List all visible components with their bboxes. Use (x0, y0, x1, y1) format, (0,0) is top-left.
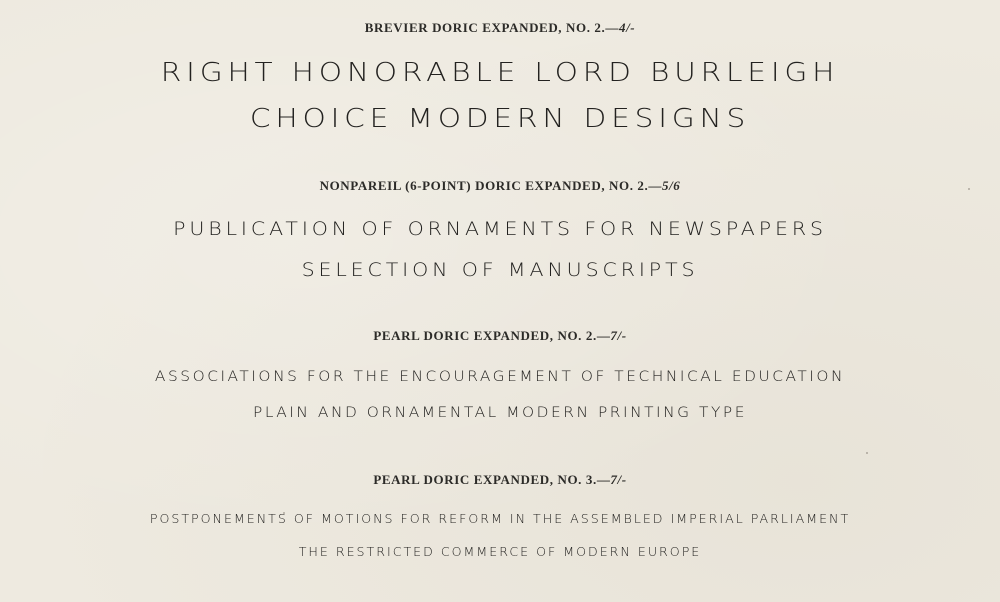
section-4-specimen-line-2: THE RESTRICTED COMMERCE OF MODERN EUROPE (298, 545, 702, 559)
section-2-price: 5/6 (661, 178, 681, 193)
section-2-specimen-line-2: SELECTION OF MANUSCRIPTS (301, 259, 699, 281)
section-1-specimen-line-1: RIGHT HONORABLE LORD BURLEIGH (160, 58, 840, 88)
section-4-specimen-line-1: POSTPONEMENTS OF MOTIONS FOR REFORM IN THE ASSEMBLED IMPERIAL PARLIAMENT (149, 512, 851, 526)
section-3-price: 7/- (610, 328, 627, 343)
section-4-heading-text: PEARL DORIC EXPANDED, NO. 3.— (373, 472, 611, 487)
section-4-price: 7/- (610, 472, 627, 487)
section-4-heading (0, 472, 1000, 488)
paper-speck (283, 512, 285, 514)
paper-speck (968, 188, 970, 190)
section-2-specimen-line-1: PUBLICATION OF ORNAMENTS FOR NEWSPAPERS (173, 218, 827, 240)
paper-speck (866, 452, 868, 454)
section-1-heading-text: BREVIER DORIC EXPANDED, NO. 2.— (364, 20, 619, 35)
section-3-heading (0, 328, 1000, 344)
section-3-heading-text: PEARL DORIC EXPANDED, NO. 2.— (373, 328, 611, 343)
section-1-price: 4/- (618, 20, 636, 35)
section-1-heading (0, 20, 1000, 36)
section-2-heading (0, 178, 1000, 194)
section-3-specimen-line-2: PLAIN AND ORNAMENTAL MODERN PRINTING TYPE (253, 405, 747, 421)
section-3-specimen-line-1: ASSOCIATIONS FOR THE ENCOURAGEMENT OF TECHNICAL EDUCATION (154, 369, 846, 385)
section-2-heading-text: NONPAREIL (6-POINT) DORIC EXPANDED, NO. 2.— (319, 178, 662, 193)
section-1-specimen-line-2: CHOICE MODERN DESIGNS (249, 104, 751, 134)
